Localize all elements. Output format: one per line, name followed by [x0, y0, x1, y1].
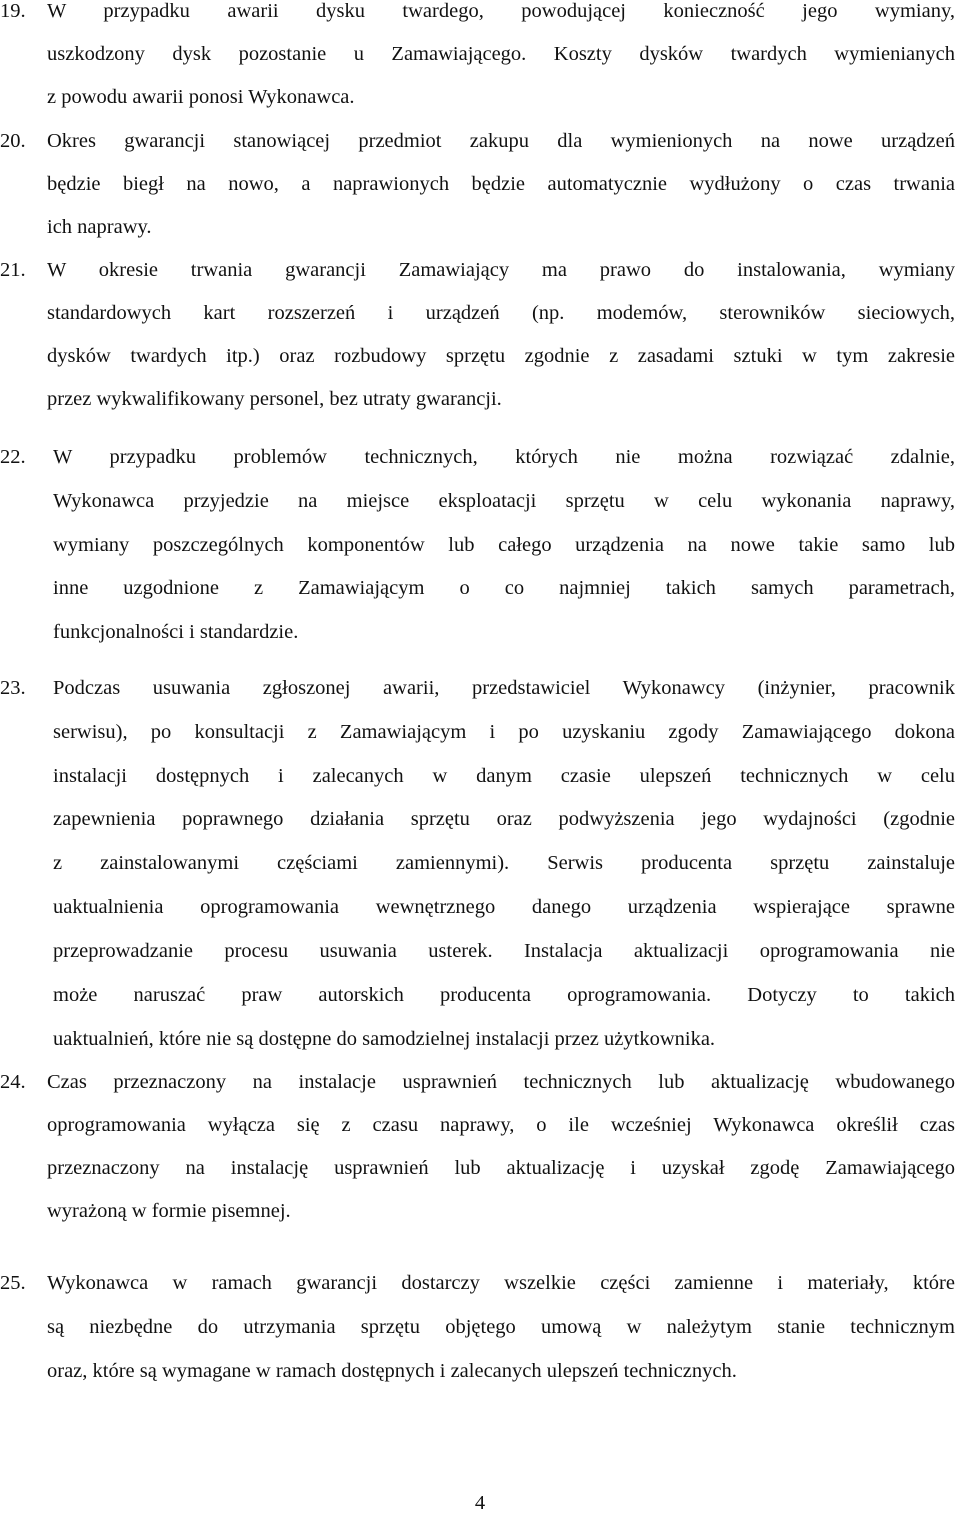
- item-line: oprogramowania wyłącza się z czasu naprawy, o ile wcześniej Wykonawca określił czas: [47, 1114, 955, 1136]
- item-line: W przypadku problemów technicznych, których nie można rozwiązać zdalnie,: [53, 446, 955, 468]
- item-number: 22.: [0, 446, 26, 468]
- item-line: ich naprawy.: [47, 216, 152, 238]
- item-line: są niezbędne do utrzymania sprzętu objętego umową w należytym stanie technicznym: [47, 1316, 955, 1338]
- item-line: serwisu), po konsultacji z Zamawiającym i po uzyskaniu zgody Zamawiającego dokona: [53, 721, 955, 743]
- item-line: Wykonawca w ramach gwarancji dostarczy wszelkie części zamienne i materiały, które: [47, 1272, 955, 1294]
- page-number: 4: [474, 1492, 486, 1514]
- item-line: oraz, które są wymagane w ramach dostępnych i zalecanych ulepszeń technicznych.: [47, 1360, 737, 1382]
- item-line: Podczas usuwania zgłoszonej awarii, przedstawiciel Wykonawcy (inżynier, pracownik: [53, 677, 955, 699]
- item-number: 21.: [0, 259, 26, 281]
- item-line: z powodu awarii ponosi Wykonawca.: [47, 86, 355, 108]
- item-number: 25.: [0, 1272, 26, 1294]
- item-line: funkcjonalności i standardzie.: [53, 621, 299, 643]
- item-line: wyrażoną w formie pisemnej.: [47, 1200, 291, 1222]
- item-number: 23.: [0, 677, 26, 699]
- item-line: uaktualnień, które nie są dostępne do samodzielnej instalacji przez użytkownika.: [53, 1028, 716, 1050]
- item-line: z zainstalowanymi częściami zamiennymi). Serwis producenta sprzętu zainstaluje: [53, 852, 955, 874]
- item-line: Czas przeznaczony na instalacje usprawnień technicznych lub aktualizację wbudowanego: [47, 1071, 955, 1093]
- item-line: będzie biegł na nowo, a naprawionych będzie automatycznie wydłużony o czas trwania: [47, 173, 955, 195]
- item-line: standardowych kart rozszerzeń i urządzeń (np. modemów, sterowników sieciowych,: [47, 302, 955, 324]
- item-line: Okres gwarancji stanowiącej przedmiot zakupu dla wymienionych na nowe urządzeń: [47, 130, 955, 152]
- item-line: dysków twardych itp.) oraz rozbudowy sprzętu zgodnie z zasadami sztuki w tym zakresie: [47, 345, 955, 367]
- item-number: 20.: [0, 130, 26, 152]
- item-number: 19.: [0, 0, 26, 22]
- item-line: przeprowadzanie procesu usuwania usterek. Instalacja aktualizacji oprogramowania nie: [53, 940, 955, 962]
- item-line: zapewnienia poprawnego działania sprzętu oraz podwyższenia jego wydajności (zgodnie: [53, 808, 955, 830]
- item-number: 24.: [0, 1071, 26, 1093]
- item-line: wymiany poszczególnych komponentów lub całego urządzenia na nowe takie samo lub: [53, 534, 955, 556]
- item-line: przeznaczony na instalację usprawnień lub aktualizację i uzyskał zgodę Zamawiającego: [47, 1157, 955, 1179]
- item-line: uszkodzony dysk pozostanie u Zamawiającego. Koszty dysków twardych wymienianych: [47, 43, 955, 65]
- item-line: inne uzgodnione z Zamawiającym o co najmniej takich samych parametrach,: [53, 577, 955, 599]
- item-line: W przypadku awarii dysku twardego, powodującej konieczność jego wymiany,: [47, 0, 955, 22]
- item-line: może naruszać praw autorskich producenta oprogramowania. Dotyczy to takich: [53, 984, 955, 1006]
- item-line: przez wykwalifikowany personel, bez utraty gwarancji.: [47, 388, 502, 410]
- item-line: uaktualnienia oprogramowania wewnętrznego danego urządzenia wspierające sprawne: [53, 896, 955, 918]
- item-line: Wykonawca przyjedzie na miejsce eksploatacji sprzętu w celu wykonania naprawy,: [53, 490, 955, 512]
- item-line: W okresie trwania gwarancji Zamawiający ma prawo do instalowania, wymiany: [47, 259, 955, 281]
- item-line: instalacji dostępnych i zalecanych w danym czasie ulepszeń technicznych w celu: [53, 765, 955, 787]
